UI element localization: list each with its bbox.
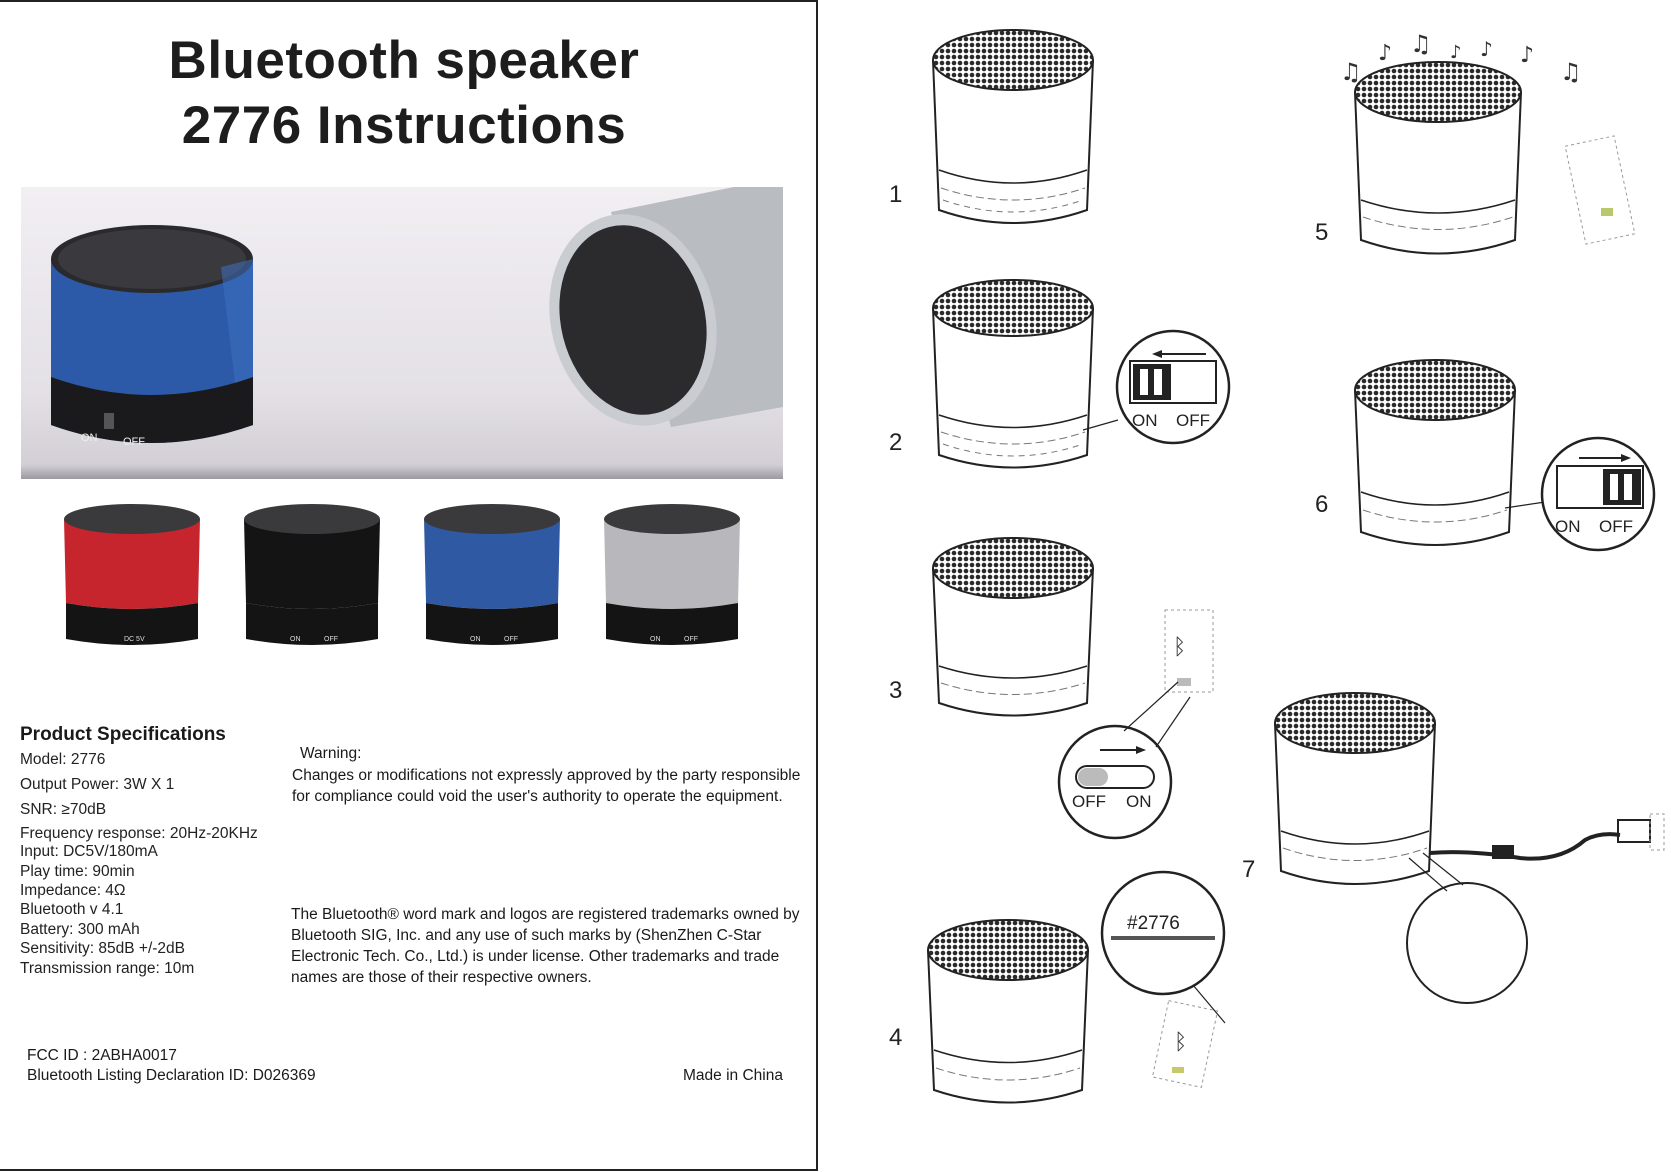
variant-base-label: ON bbox=[650, 636, 661, 643]
svg-text:ON: ON bbox=[81, 432, 98, 444]
spec-transmission-range: Transmission range: 10m bbox=[20, 960, 195, 977]
variant-base-label: ON bbox=[290, 636, 301, 643]
svg-text:♪: ♪ bbox=[1378, 41, 1393, 66]
variant-base-label: OFF bbox=[504, 636, 518, 643]
step-number-1: 1 bbox=[889, 181, 903, 208]
speaker-step-4 bbox=[928, 920, 1088, 1103]
spec-model: Model: 2776 bbox=[20, 751, 106, 768]
page-title-line2: 2776 Instructions bbox=[181, 96, 627, 155]
step-number-4: 4 bbox=[889, 1024, 903, 1051]
color-variants-row bbox=[56, 503, 756, 648]
spec-impedance: Impedance: 4Ω bbox=[20, 882, 126, 899]
speaker-step-7 bbox=[1275, 693, 1435, 884]
variant-base-label: OFF bbox=[324, 636, 338, 643]
spec-output-power: Output Power: 3W X 1 bbox=[20, 776, 175, 793]
speaker-step-3 bbox=[933, 538, 1093, 716]
silver-speaker-image bbox=[528, 187, 783, 444]
svg-text:♪: ♪ bbox=[1520, 43, 1535, 68]
step-number-2: 2 bbox=[889, 429, 903, 456]
phone-playing-step-5 bbox=[1565, 136, 1635, 244]
bluetooth-listing-id: Bluetooth Listing Declaration ID: D026369 bbox=[27, 1067, 316, 1084]
trademark-notice: The Bluetooth® word mark and logos are registered trademarks owned by Bluetooth SIG, Inc. and any use of such marks by (ShenZhen C-Star Electronic Tech. Co., Ltd.) is under license. Other trademarks and trade names are those of their respective owners. bbox=[291, 906, 800, 986]
bluetooth-phone-screen-step-4 bbox=[1152, 1001, 1217, 1088]
model-number-callout-step-4 bbox=[1102, 872, 1225, 1023]
svg-text:♫: ♫ bbox=[1560, 58, 1582, 86]
svg-text:ᛒ: ᛒ bbox=[1174, 1030, 1188, 1055]
svg-text:OFF: OFF bbox=[123, 436, 145, 448]
spec-play-time: Play time: 90min bbox=[20, 863, 135, 880]
switch-callout-step-2 bbox=[1117, 331, 1229, 443]
blue-speaker-image bbox=[51, 225, 253, 448]
spec-battery: Battery: 300 mAh bbox=[20, 921, 140, 938]
step-number-3: 3 bbox=[889, 677, 903, 704]
color-variant-speaker-2 bbox=[244, 504, 380, 645]
spec-frequency-response: Frequency response: 20Hz-20KHz bbox=[20, 825, 258, 842]
made-in-label: Made in China bbox=[683, 1067, 783, 1084]
svg-text:OFF: OFF bbox=[1176, 411, 1210, 430]
color-variant-speaker-3 bbox=[424, 504, 560, 645]
svg-text:ON: ON bbox=[1132, 411, 1158, 430]
svg-text:ᛒ: ᛒ bbox=[1173, 635, 1187, 660]
bluetooth-pairing-screen-step-3 bbox=[1165, 610, 1213, 692]
svg-text:OFF: OFF bbox=[1599, 517, 1633, 536]
fcc-id: FCC ID : 2ABHA0017 bbox=[27, 1047, 177, 1064]
svg-text:ON: ON bbox=[1126, 792, 1152, 811]
speaker-step-5 bbox=[1355, 62, 1521, 254]
warning-heading: Warning: bbox=[300, 745, 362, 762]
variant-base-label: OFF bbox=[684, 636, 698, 643]
color-variant-speaker-1 bbox=[64, 504, 200, 645]
color-variant-speaker-4 bbox=[604, 504, 740, 645]
spec-input: Input: DC5V/180mA bbox=[20, 843, 158, 860]
hero-product-photo bbox=[21, 187, 783, 479]
svg-text:♪: ♪ bbox=[1450, 42, 1462, 63]
usb-charging-cable-icon bbox=[1430, 814, 1664, 859]
charging-port-callout-step-7 bbox=[1407, 853, 1527, 1003]
variant-base-label: ON bbox=[470, 636, 481, 643]
step-number-7: 7 bbox=[1242, 856, 1256, 883]
page-title-line1: Bluetooth speaker bbox=[168, 31, 640, 90]
svg-text:♪: ♪ bbox=[1480, 37, 1493, 61]
variant-base-label: DC 5V bbox=[124, 636, 145, 643]
speaker-step-2 bbox=[933, 280, 1118, 468]
spec-snr: SNR: ≥70dB bbox=[20, 801, 107, 818]
svg-text:♫: ♫ bbox=[1410, 30, 1432, 58]
instruction-steps-illustration bbox=[830, 0, 1671, 1172]
step-number-6: 6 bbox=[1315, 491, 1329, 518]
svg-text:#2776: #2776 bbox=[1127, 913, 1180, 934]
product-specifications-heading: Product Specifications bbox=[20, 724, 226, 745]
svg-text:ON: ON bbox=[1555, 517, 1581, 536]
svg-text:OFF: OFF bbox=[1072, 792, 1106, 811]
speaker-step-6 bbox=[1355, 360, 1545, 545]
step-number-5: 5 bbox=[1315, 219, 1329, 246]
switch-callout-step-6 bbox=[1542, 438, 1654, 550]
svg-text:♫: ♫ bbox=[1340, 58, 1362, 86]
speaker-step-1 bbox=[933, 30, 1093, 223]
spec-bluetooth-version: Bluetooth v 4.1 bbox=[20, 901, 124, 918]
spec-sensitivity: Sensitivity: 85dB +/-2dB bbox=[20, 940, 185, 957]
warning-text: Changes or modifications not expressly approved by the party responsible for compliance could void the user's authority to operate the equipment. bbox=[292, 767, 801, 805]
